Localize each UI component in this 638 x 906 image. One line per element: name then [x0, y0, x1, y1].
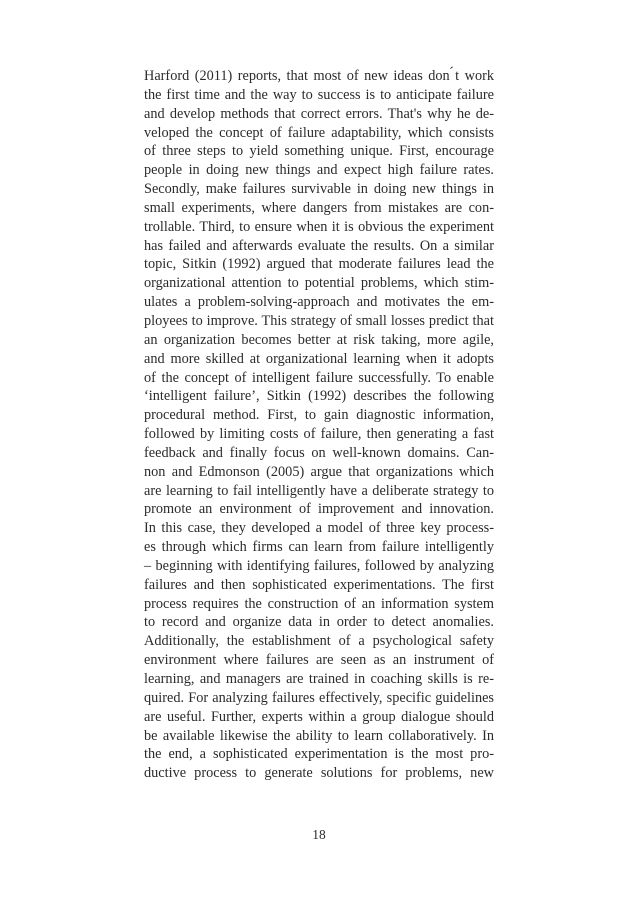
text-line: of the concept of intelligent failure successfully. To enable — [144, 369, 494, 386]
text-line: veloped the concept of failure adaptability, which consists — [144, 124, 494, 141]
text-line: process requires the construction of an information system — [144, 595, 494, 612]
text-line: Harford (2011) reports, that most of new ideas don ́t work — [144, 68, 494, 84]
text-line: topic, Sitkin (1992) argued that moderate failures lead the — [144, 256, 494, 273]
text-line: organizational attention to potential problems, which stim- — [144, 275, 494, 292]
text-line: – beginning with identifying failures, followed by analyzing — [144, 557, 494, 574]
text-line: people in doing new things and expect high failure rates. — [144, 162, 494, 179]
text-line: and more skilled at organizational learning when it adopts — [144, 350, 494, 367]
text-line: followed by limiting costs of failure, then generating a fast — [144, 426, 494, 443]
text-line: ployees to improve. This strategy of small losses predict that — [144, 312, 494, 329]
text-line: and develop methods that correct errors. That's why he de- — [144, 105, 494, 122]
text-line: quired. For analyzing failures effectively, specific guidelines — [144, 689, 494, 706]
text-line: are useful. Further, experts within a group dialogue should — [144, 708, 494, 725]
text-line: ductive process to generate solutions for problems, new — [144, 765, 494, 782]
text-line: non and Edmonson (2005) argue that organizations which — [144, 463, 494, 480]
text-line: ulates a problem-solving-approach and motivates the em- — [144, 294, 494, 311]
text-line: Secondly, make failures survivable in doing new things in — [144, 181, 494, 198]
text-line: the first time and the way to success is to anticipate failure — [144, 86, 494, 103]
text-line: es through which firms can learn from failure intelligently — [144, 539, 494, 556]
text-line: environment where failures are seen as an instrument of — [144, 652, 494, 669]
text-line: feedback and finally focus on well-known domains. Can- — [144, 444, 494, 461]
text-line: of three steps to yield something unique. First, encourage — [144, 143, 494, 160]
text-line: learning, and managers are trained in coaching skills is re- — [144, 671, 494, 687]
text-line: an organization becomes better at risk taking, more agile, — [144, 331, 494, 348]
text-line: the end, a sophisticated experimentation is the most pro- — [144, 746, 494, 763]
text-line: to record and organize data in order to detect anomalies. — [144, 614, 494, 631]
text-line: small experiments, where dangers from mistakes are con- — [144, 199, 494, 216]
text-line: promote an environment of improvement and innovation. — [144, 501, 494, 518]
page-number: 18 — [312, 827, 326, 842]
body-text — [144, 67, 494, 783]
text-line: In this case, they developed a model of three key process- — [144, 520, 494, 537]
text-line: are learning to fail intelligently have a deliberate strategy to — [144, 482, 494, 499]
text-line: procedural method. First, to gain diagnostic information, — [144, 407, 494, 424]
text-line: ‘intelligent failure’, Sitkin (1992) describes the following — [144, 388, 494, 405]
text-line: be available likewise the ability to learn collaboratively. In — [144, 727, 494, 744]
text-line: failures and then sophisticated experimentations. The first — [144, 576, 494, 593]
text-line: trollable. Third, to ensure when it is obvious the experiment — [144, 218, 494, 235]
text-line: has failed and afterwards evaluate the results. On a similar — [144, 237, 494, 254]
text-line: Additionally, the establishment of a psychological safety — [144, 633, 494, 650]
